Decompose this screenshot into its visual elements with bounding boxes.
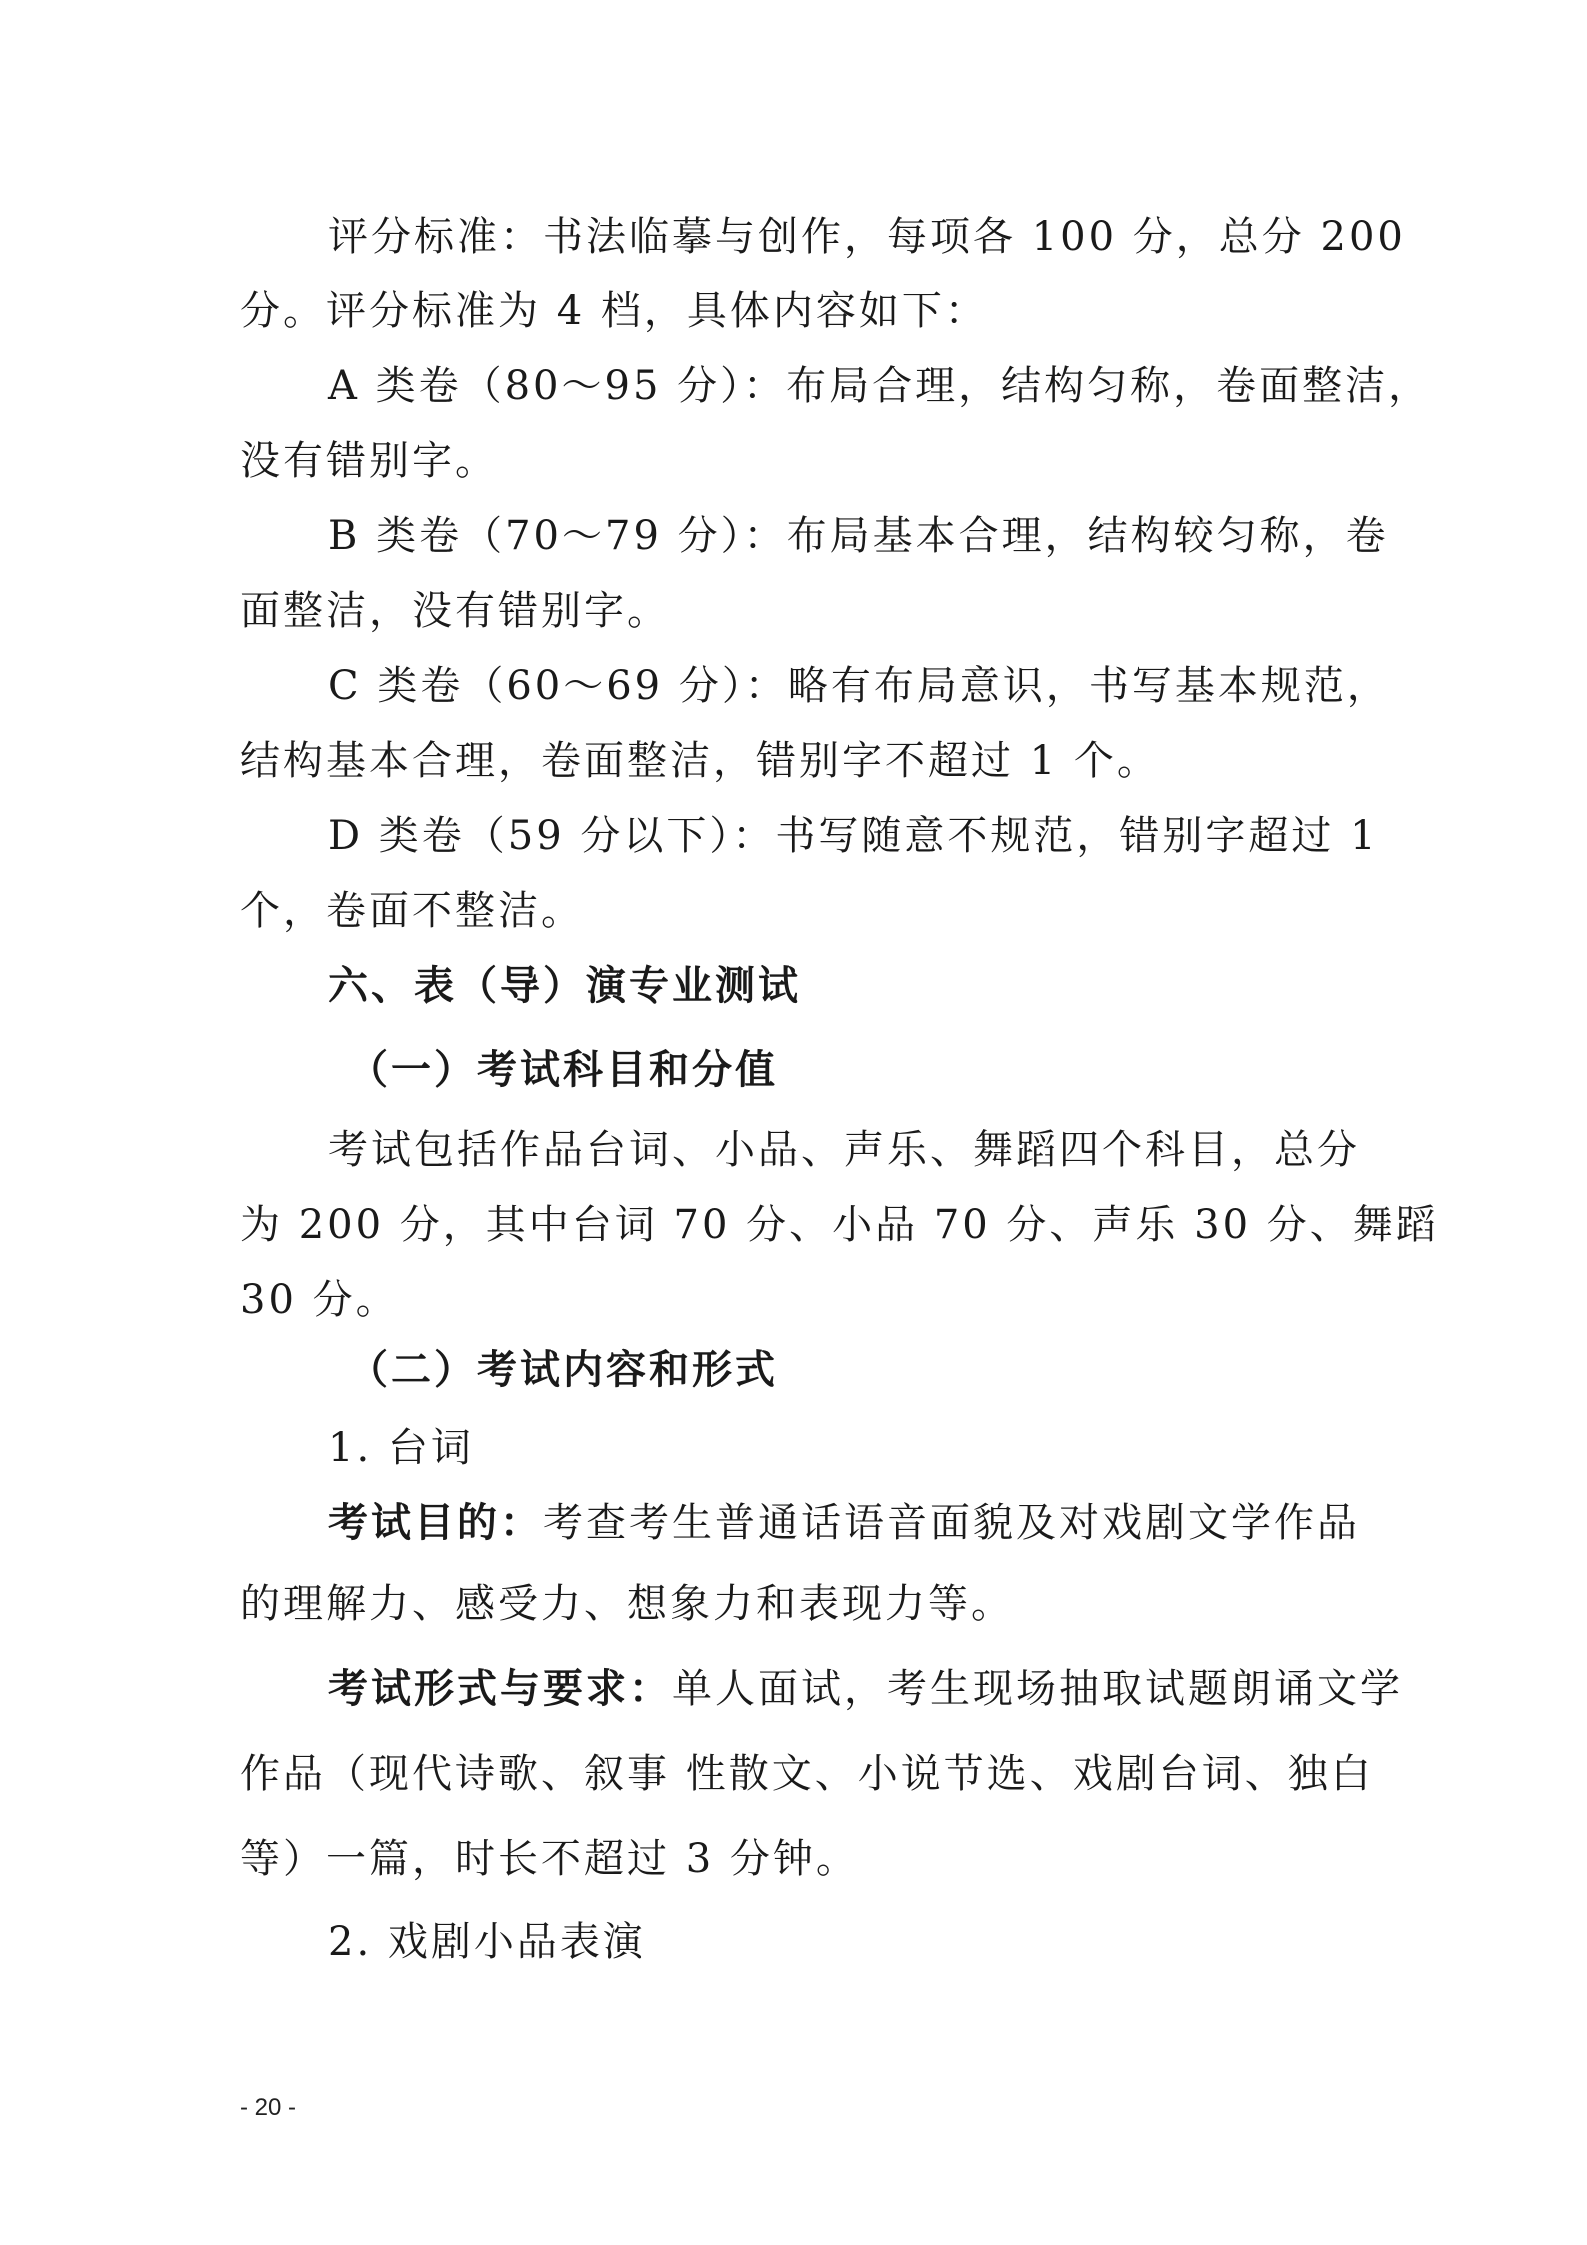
paragraph-line: 分。评分标准为 4 档，具体内容如下： bbox=[240, 288, 988, 334]
paragraph-line bbox=[328, 1495, 1360, 1551]
paragraph-line: 面整洁，没有错别字。 bbox=[240, 588, 670, 634]
paragraph-line: 没有错别字。 bbox=[240, 438, 498, 484]
subsection-heading: （一）考试科目和分值 bbox=[348, 1046, 778, 1093]
paragraph-line: A 类卷（80～95 分）：布局合理，结构匀称，卷面整洁， bbox=[328, 363, 1432, 409]
paragraph-line: 30 分。 bbox=[240, 1277, 399, 1323]
section-heading: 六、表（导）演专业测试 bbox=[328, 963, 801, 1009]
paragraph-line: 为 200 分，其中台词 70 分、小品 70 分、声乐 30 分、舞蹈 bbox=[240, 1202, 1439, 1248]
paragraph-line: 作品（现代诗歌、叙事 性散文、小说节选、戏剧台词、独白 bbox=[240, 1751, 1374, 1797]
paragraph-line: D 类卷（59 分以下）：书写随意不规范，错别字超过 1 bbox=[328, 813, 1379, 859]
paragraph-line: B 类卷（70～79 分）：布局基本合理，结构较匀称，卷 bbox=[328, 513, 1389, 559]
subsection-heading: （二）考试内容和形式 bbox=[348, 1346, 778, 1393]
paragraph-line: C 类卷（60～69 分）：略有布局意识，书写基本规范， bbox=[328, 663, 1390, 709]
item-heading: 1. 台词 bbox=[328, 1425, 474, 1471]
exam-format-text: 单人面试，考生现场抽取试题朗诵文学 bbox=[672, 1666, 1403, 1712]
label-exam-format: 考试形式与要求： bbox=[328, 1665, 672, 1712]
exam-purpose-text: 考查考生普通话语音面貌及对戏剧文学作品 bbox=[543, 1500, 1360, 1546]
paragraph-line: 结构基本合理，卷面整洁，错别字不超过 1 个。 bbox=[240, 738, 1160, 784]
paragraph-line: 的理解力、感受力、想象力和表现力等。 bbox=[240, 1581, 1014, 1627]
paragraph-line bbox=[328, 1661, 1403, 1717]
paragraph-line: 考试包括作品台词、小品、声乐、舞蹈四个科目，总分 bbox=[328, 1127, 1360, 1173]
paragraph-line: 个，卷面不整洁。 bbox=[240, 888, 584, 934]
label-exam-purpose: 考试目的： bbox=[328, 1499, 543, 1546]
paragraph-line: 等）一篇，时长不超过 3 分钟。 bbox=[240, 1836, 859, 1882]
item-heading: 2. 戏剧小品表演 bbox=[328, 1919, 646, 1965]
page-number: - 20 - bbox=[240, 2094, 297, 2121]
paragraph-line: 评分标准：书法临摹与创作，每项各 100 分，总分 200 bbox=[328, 214, 1406, 260]
